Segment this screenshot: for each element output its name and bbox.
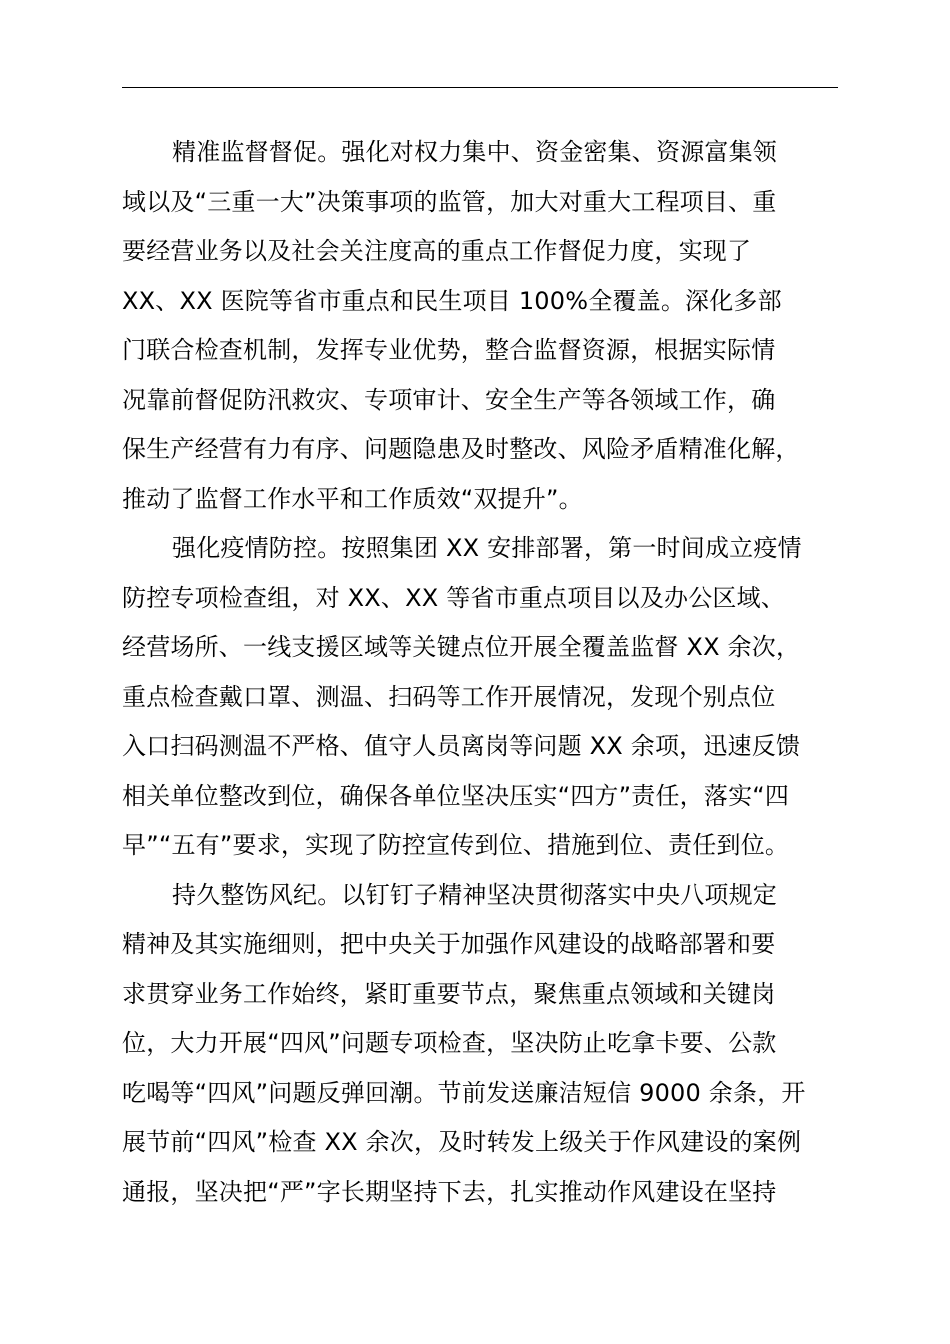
text-line: 推动了监督工作水平和工作质效“双提升”。	[122, 484, 583, 513]
text-line: 况靠前督促防汛救灾、专项审计、安全生产等各领域工作，确	[122, 385, 776, 414]
text-line: 域以及“三重一大”决策事项的监管，加大对重大工程项目、重	[122, 187, 777, 216]
text-line: 保生产经营有力有序、问题隐患及时整改、风险矛盾精准化解，	[122, 435, 800, 463]
text-line: 持久整饬风纪。以钉钉子精神坚决贯彻落实中央八项规定	[172, 880, 777, 909]
paragraph-discipline	[122, 871, 862, 1218]
text-line: 早”“五有”要求，实现了防控宣传到位、措施到位、责任到位。	[122, 831, 790, 859]
text-line: 入口扫码测温不严格、值守人员离岗等问题 XX 余项，迅速反馈	[122, 732, 801, 760]
text-line: 展节前“四风”检查 XX 余次，及时转发上级关于作风建设的案例	[122, 1128, 802, 1156]
text-line: 重点检查戴口罩、测温、扫码等工作开展情况，发现个别点位	[122, 682, 776, 711]
text-line: 位，大力开展“四风”问题专项检查，坚决防止吃拿卡要、公款	[122, 1029, 777, 1057]
text-line: 相关单位整改到位，确保各单位坚决压实“四方”责任，落实“四	[122, 781, 790, 810]
text-line: 要经营业务以及社会关注度高的重点工作督促力度，实现了	[122, 237, 752, 265]
text-line: 精准监督督促。强化对权力集中、资金密集、资源富集领	[172, 138, 777, 166]
text-line: 求贯穿业务工作始终，紧盯重要节点，聚焦重点领域和关键岗	[122, 979, 776, 1008]
text-line: XX、XX 医院等省市重点和民生项目 100%全覆盖。深化多部	[122, 286, 782, 315]
text-line: 经营场所、一线支援区域等关键点位开展全覆盖监督 XX 余次，	[122, 633, 801, 661]
paragraph-epidemic-control	[122, 524, 862, 871]
text-line: 通报，坚决把“严”字长期坚持下去，扎实推动作风建设在坚持	[122, 1177, 777, 1206]
text-line: 强化疫情防控。按照集团 XX 安排部署，第一时间成立疫情	[172, 534, 802, 562]
text-line: 精神及其实施细则，把中央关于加强作风建设的战略部署和要	[122, 930, 776, 958]
header-rule	[122, 87, 838, 88]
paragraph-precise-supervision	[122, 128, 862, 524]
text-line: 吃喝等“四风”问题反弹回潮。节前发送廉洁短信 9000 余条，开	[122, 1078, 806, 1107]
text-line: 防控专项检查组，对 XX、XX 等省市重点项目以及办公区域、	[122, 583, 786, 612]
text-line: 门联合检查机制，发挥专业优势，整合监督资源，根据实际情	[122, 336, 776, 364]
document-body	[122, 128, 862, 1217]
